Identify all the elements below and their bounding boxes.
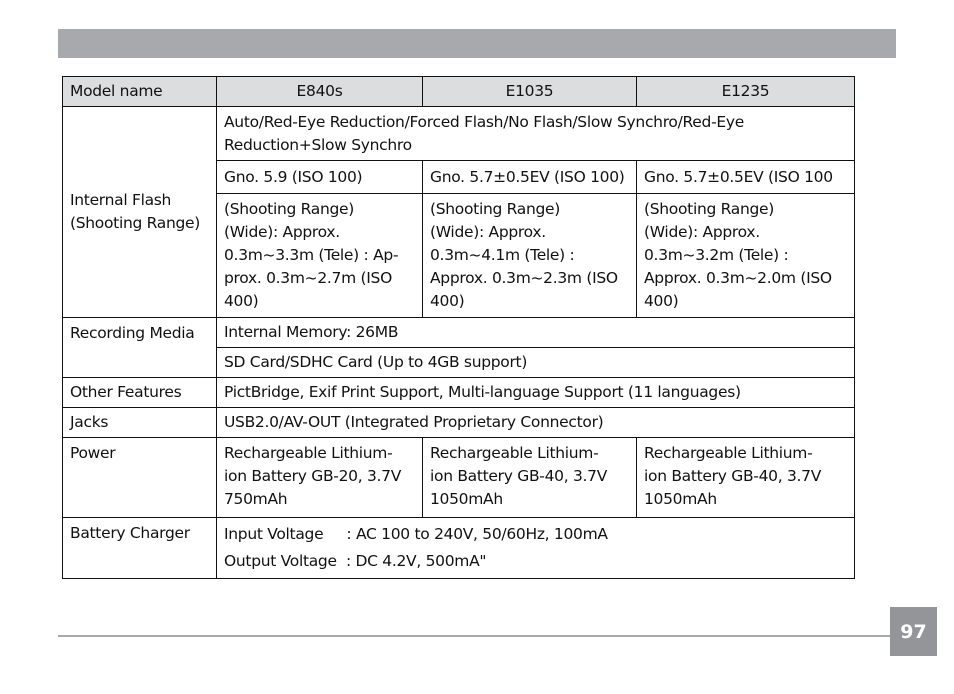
- internal-memory: Internal Memory: 26MB: [217, 318, 855, 348]
- power-e1035: Rechargeable Lithium- ion Battery GB-40, 3.7V 1050mAh: [423, 438, 637, 518]
- other-features-value: PictBridge, Exif Print Support, Multi-language Support (11 languages): [217, 378, 855, 408]
- model-e1235: E1235: [637, 77, 855, 107]
- recording-media-row: [63, 318, 855, 348]
- flash-gno-e1035: Gno. 5.7±0.5EV (ISO 100): [423, 161, 637, 194]
- model-e1035: E1035: [423, 77, 637, 107]
- internal-flash-label: Internal Flash (Shooting Range): [63, 107, 217, 318]
- power-row: [63, 438, 855, 518]
- flash-range-e1035: (Shooting Range) (Wide): Approx. 0.3m~4.1m (Tele) : Approx. 0.3m~2.3m (ISO 400): [423, 194, 637, 318]
- battery-charger-row: [63, 518, 855, 579]
- header-bar: [58, 29, 896, 58]
- other-features-label: Other Features: [63, 378, 217, 408]
- power-e1235: Rechargeable Lithium- ion Battery GB-40, 3.7V 1050mAh: [637, 438, 855, 518]
- flash-range-e840s: (Shooting Range) (Wide): Approx. 0.3m~3.3m (Tele) : Ap- prox. 0.3m~2.7m (ISO 400): [217, 194, 423, 318]
- power-label: Power: [63, 438, 217, 518]
- spec-table: [62, 76, 855, 579]
- footer-divider: [58, 635, 892, 637]
- power-e840s: Rechargeable Lithium- ion Battery GB-20, 3.7V 750mAh: [217, 438, 423, 518]
- model-e840s: E840s: [217, 77, 423, 107]
- jacks-value: USB2.0/AV-OUT (Integrated Proprietary Connector): [217, 408, 855, 438]
- model-name-label: Model name: [63, 77, 217, 107]
- flash-range-e1235: (Shooting Range) (Wide): Approx. 0.3m~3.2m (Tele) : Approx. 0.3m~2.0m (ISO 400): [637, 194, 855, 318]
- flash-modes-row: [63, 107, 855, 161]
- flash-gno-e1235: Gno. 5.7±0.5EV (ISO 100: [637, 161, 855, 194]
- flash-gno-e840s: Gno. 5.9 (ISO 100): [217, 161, 423, 194]
- jacks-row: [63, 408, 855, 438]
- battery-charger-value: [217, 518, 855, 579]
- other-features-row: [63, 378, 855, 408]
- output-voltage: Output Voltage : DC 4.2V, 500mA": [224, 552, 487, 570]
- input-voltage: Input Voltage : AC 100 to 240V, 50/60Hz, 100mA: [224, 525, 608, 543]
- jacks-label: Jacks: [63, 408, 217, 438]
- page-number: 97: [890, 607, 937, 656]
- flash-modes: Auto/Red-Eye Reduction/Forced Flash/No Flash/Slow Synchro/Red-Eye Reduction+Slow Synchro: [217, 107, 855, 161]
- sd-card: SD Card/SDHC Card (Up to 4GB support): [217, 348, 855, 378]
- header-row: [63, 77, 855, 107]
- recording-media-label: Recording Media: [63, 318, 217, 378]
- battery-charger-label: Battery Charger: [63, 518, 217, 579]
